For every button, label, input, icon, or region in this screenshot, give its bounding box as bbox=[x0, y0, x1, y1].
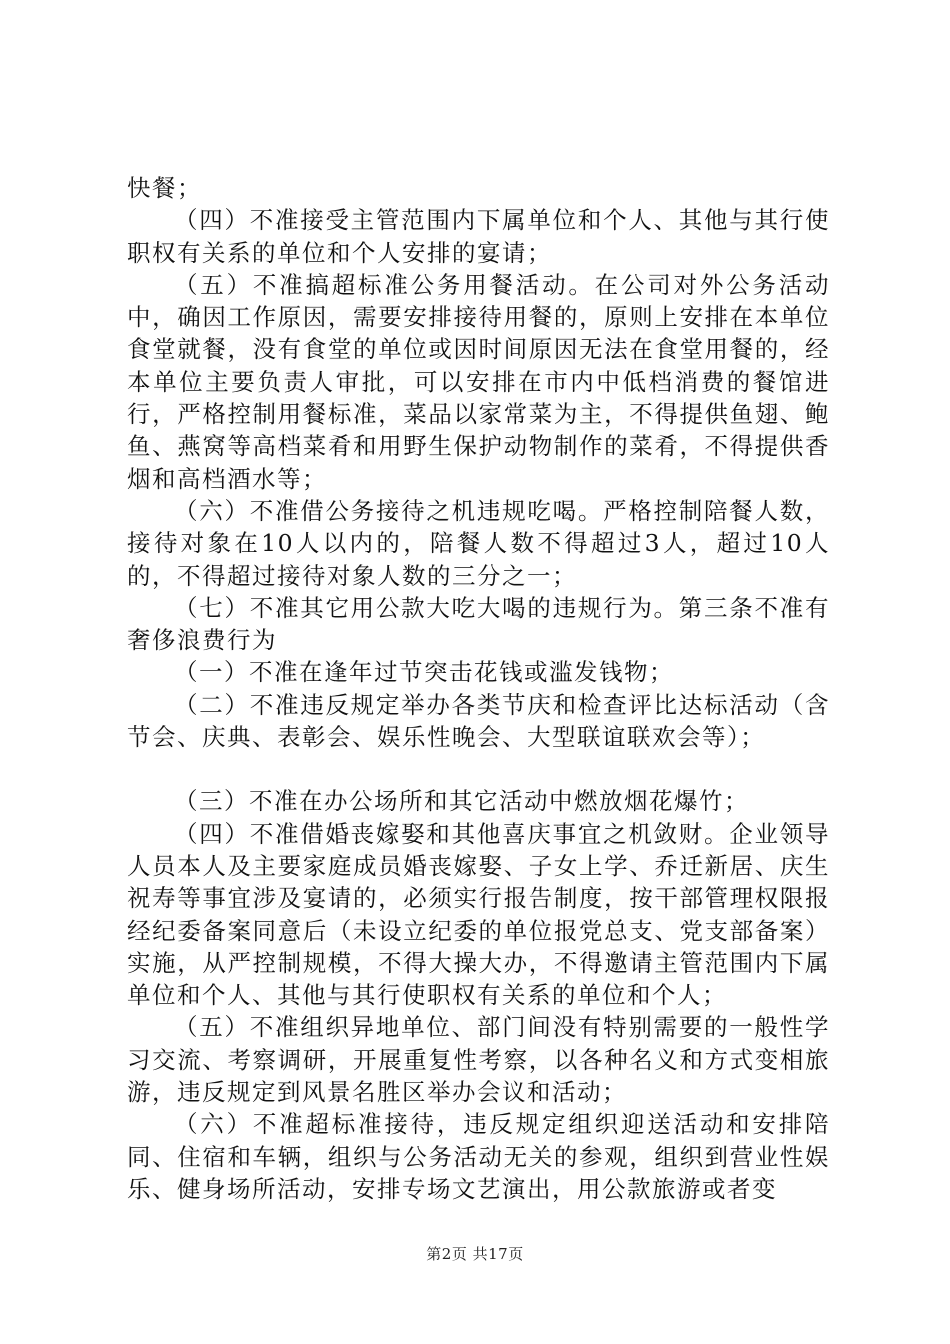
paragraph: （七）不准其它用公款大吃大喝的违规行为。第三条不准有奢侈浪费行为 bbox=[127, 593, 830, 655]
paragraph: （六）不准超标准接待，违反规定组织迎送活动和安排陪同、住宿和车辆，组织与公务活动无关的参观，组织到营业性娱乐、健身场所活动，安排专场文艺演出，用公款旅游或者变 bbox=[127, 1110, 830, 1203]
page-number: 第2页 共17页 bbox=[426, 1245, 524, 1263]
paragraph: （四）不准接受主管范围内下属单位和个人、其他与其行使职权有关系的单位和个人安排的宴请； bbox=[127, 206, 830, 267]
paragraph: （五）不准搞超标准公务用餐活动。在公司对外公务活动中，确因工作原因，需要安排接待用餐的，原则上安排在本单位食堂就餐，没有食堂的单位或因时间原因无法在食堂用餐的，经本单位主要负责人审批，可以安排在市内中低档消费的餐馆进行，严格控制用餐标准，菜品以家常菜为主，不得提供鱼翅、鲍鱼、燕窝等高档菜肴和用野生保护动物制作的菜肴，不得提供香烟和高档酒水等； bbox=[127, 270, 830, 493]
blank-line bbox=[127, 753, 830, 785]
paragraph: 快餐； bbox=[127, 174, 202, 202]
paragraph: （六）不准借公务接待之机违规吃喝。严格控制陪餐人数，接待对象在10人以内的，陪餐人数不得超过3人，超过10人的，不得超过接待对象人数的三分之一； bbox=[127, 496, 830, 590]
paragraph: （一）不准在逢年过节突击花钱或滥发钱物； bbox=[174, 658, 674, 687]
paragraph: （三）不准在办公场所和其它活动中燃放烟花爆竹； bbox=[174, 787, 749, 816]
paragraph: （二）不准违反规定举办各类节庆和检查评比达标活动（含节会、庆典、表彰会、娱乐性晚会、大型联谊联欢会等）； bbox=[127, 690, 830, 752]
document-body bbox=[127, 172, 830, 1205]
paragraph: （五）不准组织异地单位、部门间没有特别需要的一般性学习交流、考察调研，开展重复性考察，以各种名义和方式变相旅游，违反规定到风景名胜区举办会议和活动； bbox=[127, 1013, 830, 1107]
paragraph: （四）不准借婚丧嫁娶和其他喜庆事宜之机敛财。企业领导人员本人及主要家庭成员婚丧嫁娶、子女上学、乔迁新居、庆生祝寿等事宜涉及宴请的，必须实行报告制度，按干部管理权限报经纪委备案同意后（未设立纪委的单位报党总支、党支部备案）实施，从严控制规模，不得大操大办，不得邀请主管范围内下属单位和个人、其他与其行使职权有关系的单位和个人； bbox=[127, 819, 830, 1010]
